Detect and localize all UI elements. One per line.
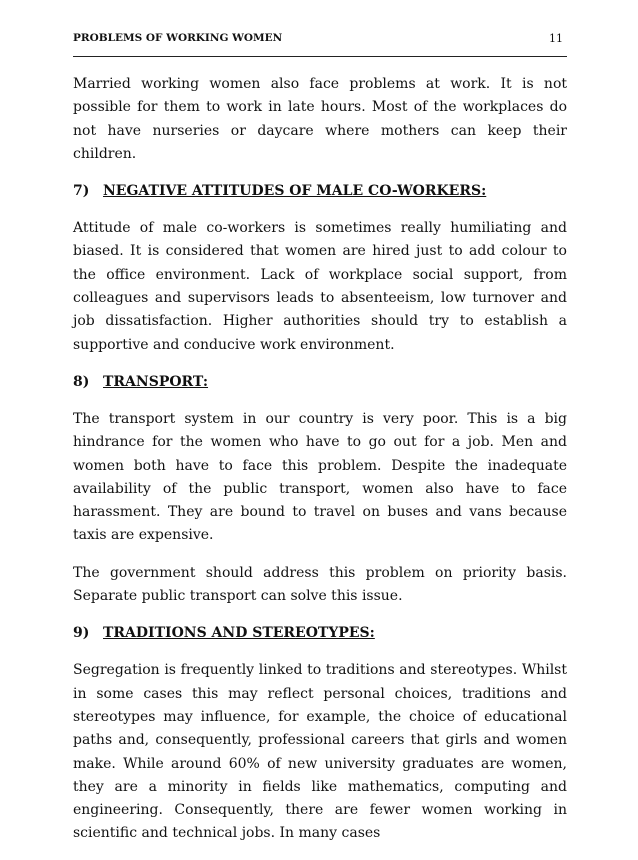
running-title: PROBLEMS OF WORKING WOMEN bbox=[73, 32, 283, 44]
section-heading-9 bbox=[73, 622, 567, 645]
section-number: 9) bbox=[73, 625, 90, 642]
section-title: TRADITIONS AND STEREOTYPES: bbox=[103, 625, 375, 642]
section-heading-8 bbox=[73, 371, 567, 394]
section-number: 7) bbox=[73, 183, 90, 200]
section-title: NEGATIVE ATTITUDES OF MALE CO-WORKERS: bbox=[103, 183, 487, 200]
section-7-paragraph: Attitude of male co-workers is sometimes really humiliating and biased. It is considered that women are hired just to add colour to the office environment. Lack of workplace social support, from colleagues and supervisors leads to absenteeism, low turnover and job dissatisfaction. Higher authorities should try to establish a supportive and conducive work environment. bbox=[73, 220, 567, 353]
section-title: TRANSPORT: bbox=[103, 373, 209, 390]
section-8-paragraph-2: The government should address this problem on priority basis. Separate public transport can solve this issue. bbox=[73, 564, 567, 605]
section-number: 8) bbox=[73, 373, 90, 390]
page-body bbox=[73, 73, 567, 860]
page-header bbox=[73, 30, 567, 57]
section-9-paragraph: Segregation is frequently linked to traditions and stereotypes. Whilst in some cases this may reflect personal choices, traditions and stereotypes may influence, for example, the choice of educational paths and, consequently, professional careers that girls and women make. While around 60% of new university graduates are women, they are a minority in fields like mathematics, computing and engineering. Consequently, there are fewer women working in scientific and technical jobs. In many cases bbox=[73, 662, 567, 842]
section-heading-7 bbox=[73, 180, 567, 203]
section-8-paragraph-1: The transport system in our country is very poor. This is a big hindrance for the women who have to go out for a job. Men and women both have to face this problem. Despite the inadequate availability of the public transport, women also have to face harassment. They are bound to travel on buses and vans because taxis are expensive. bbox=[73, 410, 567, 544]
intro-paragraph: Married working women also face problems at work. It is not possible for them to work in late hours. Most of the workplaces do not have nurseries or daycare where mothers can keep their children. bbox=[73, 76, 567, 162]
page-number: 11 bbox=[549, 32, 563, 45]
